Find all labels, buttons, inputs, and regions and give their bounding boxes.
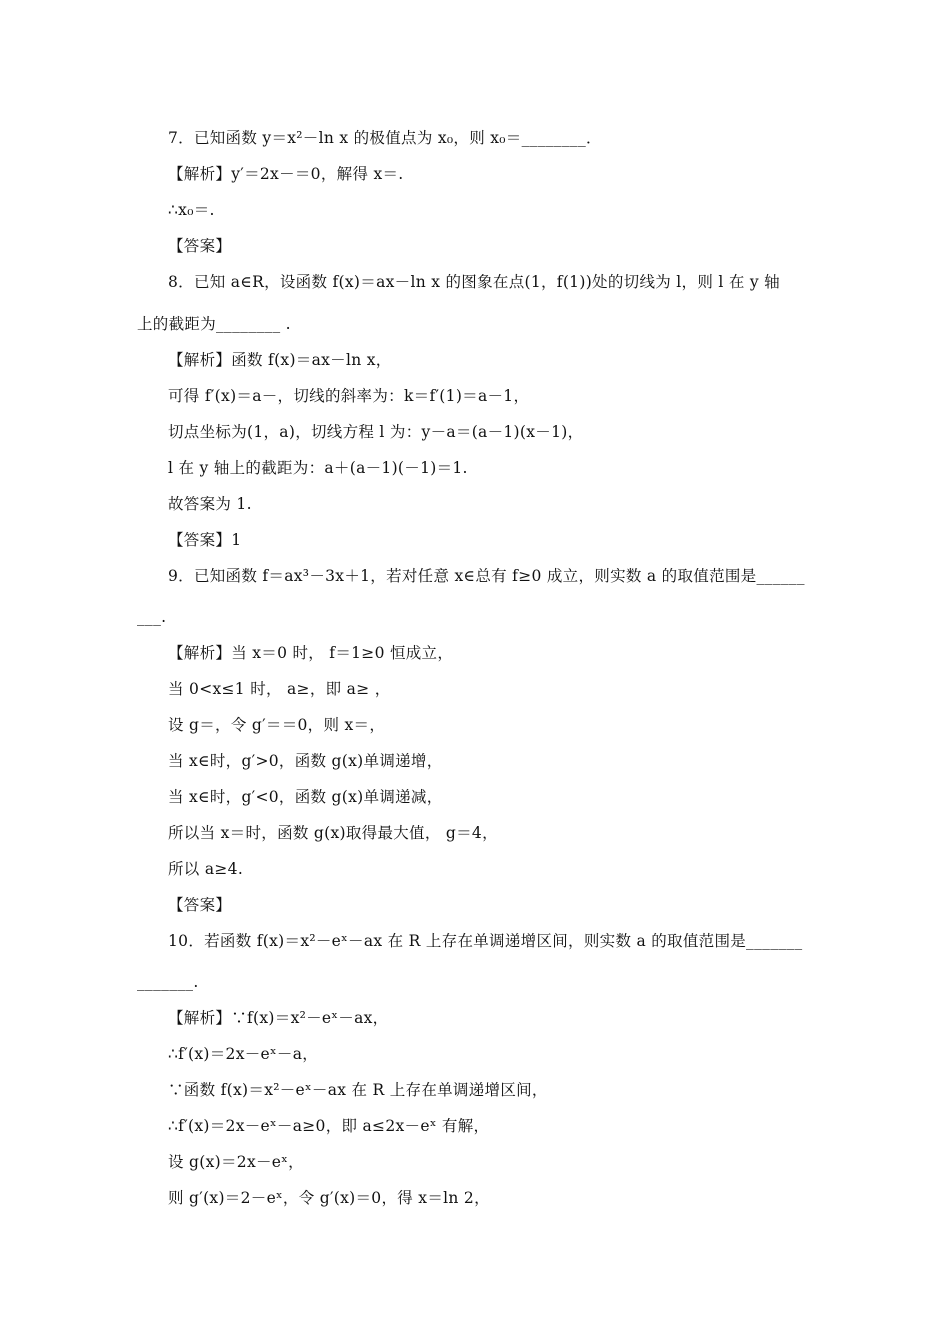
q10-stem: 10．若函数 f(x)＝x²－eˣ－ax 在 R 上存在单调递增区间，则实数 a 的取值范围是_______: [168, 932, 803, 950]
q10-analysis-line: 则 g′(x)＝2－eˣ，令 g′(x)＝0，得 x＝ln 2，: [168, 1189, 490, 1207]
q7-answer: 【答案】: [168, 237, 232, 255]
q8-analysis-line: 故答案为 1.: [168, 495, 252, 513]
q10-analysis-line: ∴f′(x)＝2x－eˣ－a，: [168, 1045, 319, 1063]
q8-stem-cont: 上的截距为________ .: [137, 315, 291, 333]
q8-answer: 【答案】1: [168, 531, 242, 549]
q9-stem: 9．已知函数 f＝ax³－3x＋1，若对任意 x∈总有 f≥0 成立，则实数 a 的取值范围是______: [168, 567, 805, 585]
q10-stem-cont: _______.: [137, 973, 199, 991]
q9-stem-cont: ___.: [137, 608, 167, 626]
q8-analysis-line: 可得 f′(x)＝a－，切线的斜率为：k＝f′(1)＝a－1，: [168, 387, 530, 405]
q10-analysis: 【解析】∵f(x)＝x²－eˣ－ax，: [168, 1009, 389, 1027]
q8-analysis: 【解析】函数 f(x)＝ax－ln x，: [168, 351, 392, 369]
q9-analysis-line: 所以 a≥4.: [168, 860, 244, 878]
q9-analysis-line: 所以当 x＝时，函数 g(x)取得最大值， g＝4，: [168, 824, 498, 842]
q8-stem: 8．已知 a∈R，设函数 f(x)＝ax－ln x 的图象在点(1，f(1))处的切线为 l，则 l 在 y 轴: [168, 273, 780, 291]
q8-analysis-line: l 在 y 轴上的截距为：a＋(a－1)(－1)＝1.: [168, 459, 468, 477]
q7-analysis-line: ∴x₀＝.: [168, 201, 215, 219]
q7-analysis: 【解析】y′＝2x－＝0，解得 x＝.: [168, 165, 404, 183]
q10-analysis-line: ∴f′(x)＝2x－eˣ－a≥0，即 a≤2x－eˣ 有解，: [168, 1117, 490, 1135]
q9-analysis: 【解析】当 x＝0 时， f＝1≥0 恒成立，: [168, 644, 454, 662]
q9-analysis-line: 当 0<x≤1 时， a≥，即 a≥ ，: [168, 680, 391, 698]
q9-analysis-line: 当 x∈时，g′>0，函数 g(x)单调递增，: [168, 752, 443, 770]
q8-analysis-line: 切点坐标为(1，a)，切线方程 l 为：y－a＝(a－1)(x－1)，: [168, 423, 584, 441]
q7-stem: 7．已知函数 y＝x²－ln x 的极值点为 x₀，则 x₀＝________．: [168, 129, 602, 147]
q10-analysis-line: ∵函数 f(x)＝x²－eˣ－ax 在 R 上存在单调递增区间，: [168, 1081, 548, 1099]
q9-answer: 【答案】: [168, 896, 232, 914]
q9-analysis-line: 当 x∈时，g′<0，函数 g(x)单调递减，: [168, 788, 443, 806]
q9-analysis-line: 设 g＝，令 g′＝＝0，则 x＝，: [168, 716, 386, 734]
q10-analysis-line: 设 g(x)＝2x－eˣ，: [168, 1153, 304, 1171]
